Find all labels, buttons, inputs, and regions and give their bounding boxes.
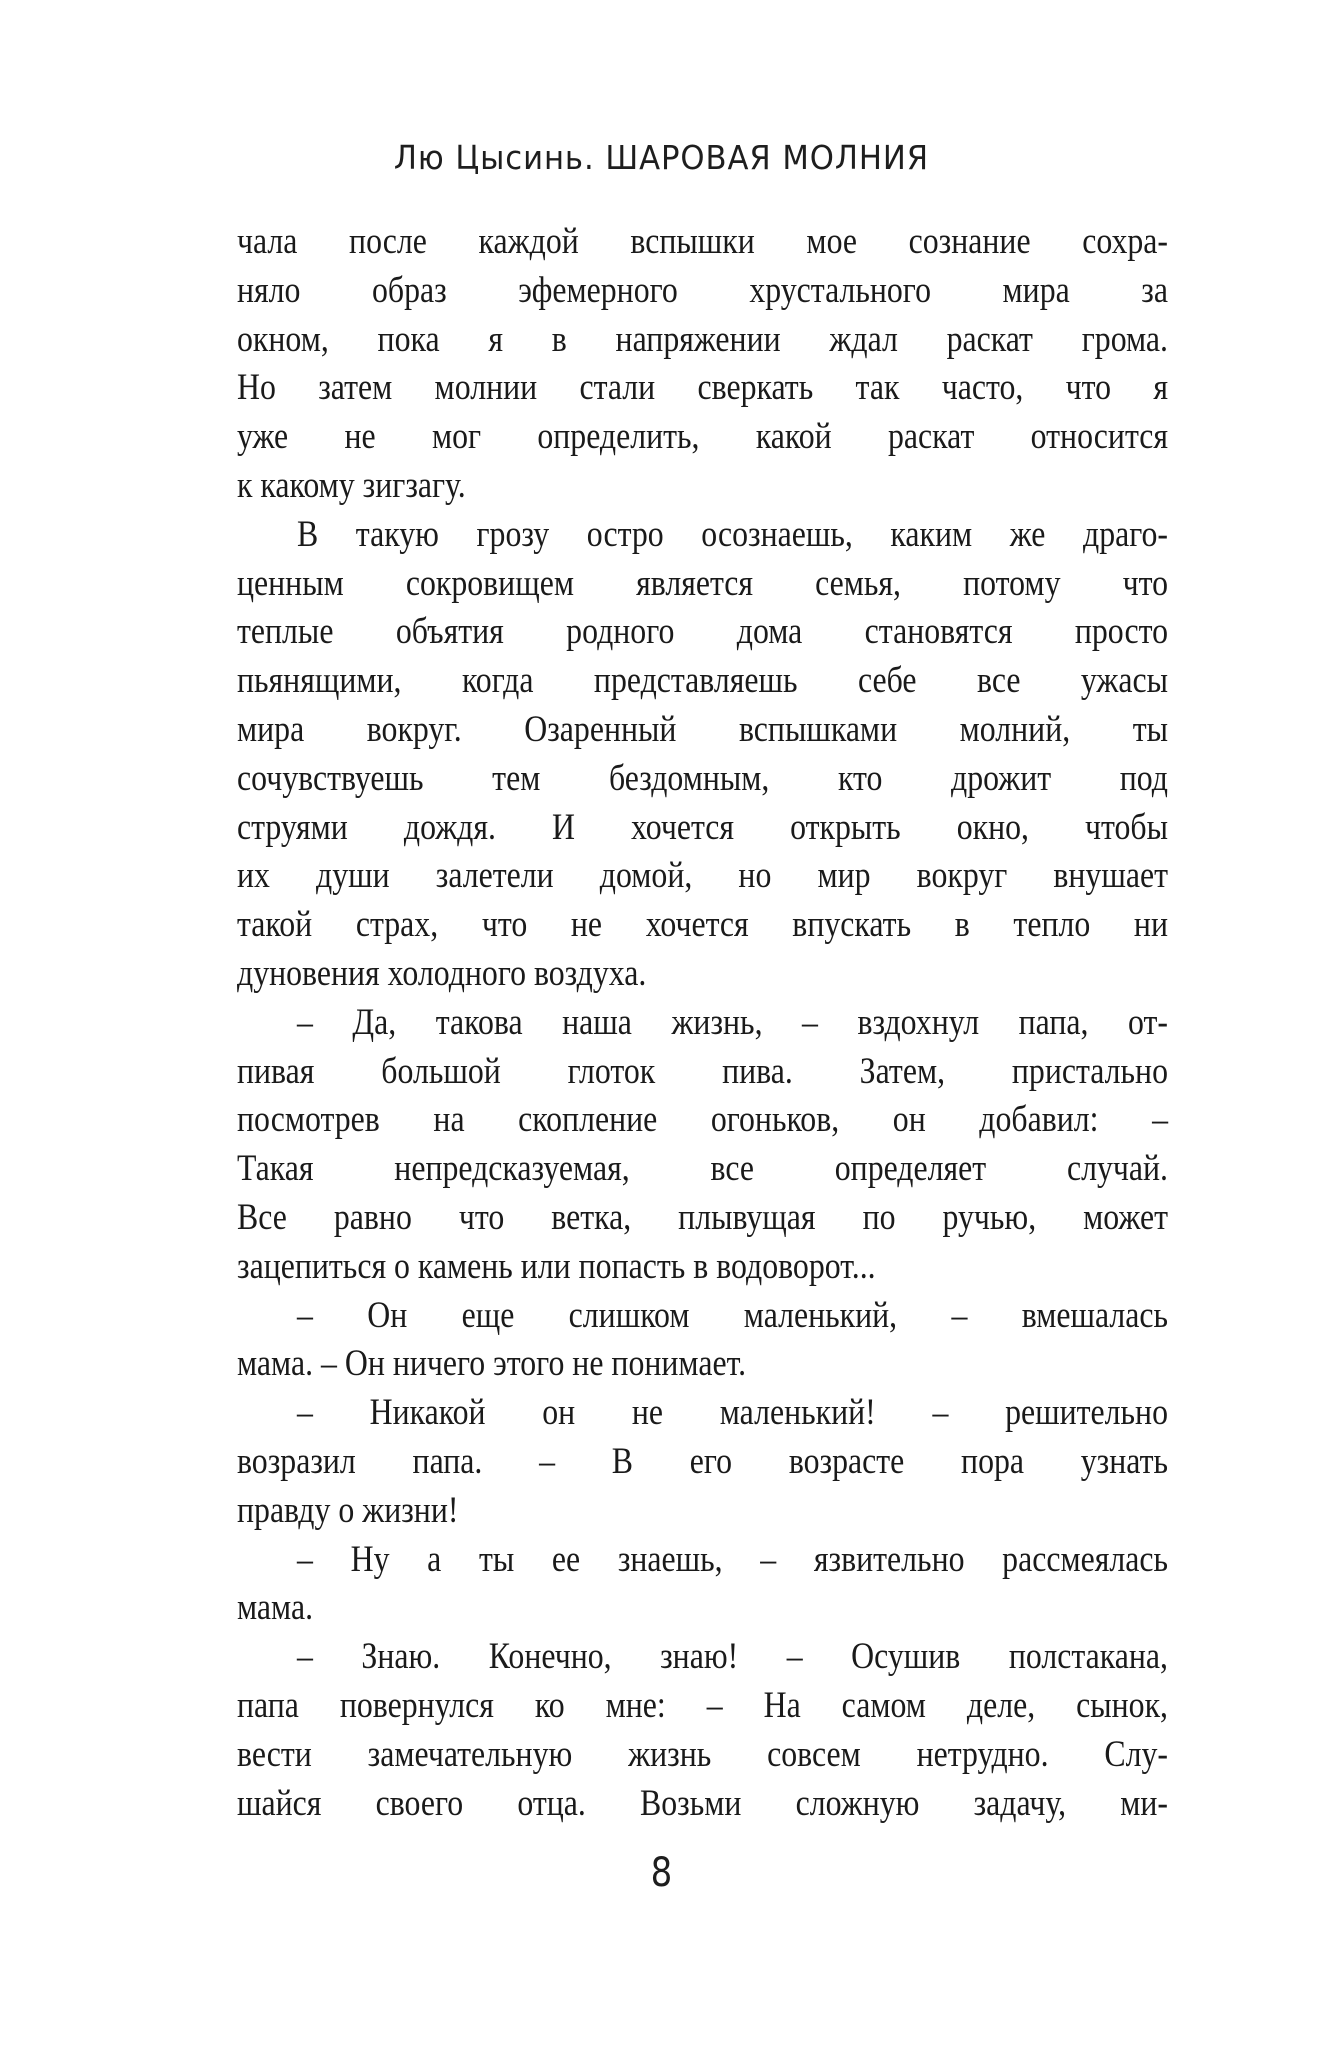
text-line-content: такой страх, что не хочется впускать в тепло ни bbox=[237, 904, 1168, 946]
text-line-content: окном, пока я в напряжении ждал раскат грома. bbox=[237, 318, 1168, 360]
text-line bbox=[237, 560, 1168, 609]
text-line bbox=[237, 901, 1168, 950]
text-line-content: пивая большой глоток пива. Затем, пристально bbox=[237, 1050, 1168, 1092]
text-line bbox=[237, 950, 1168, 999]
text-line-content: В такую грозу остро осознаешь, каким же драго- bbox=[297, 513, 1168, 555]
text-line-content: теплые объятия родного дома становятся просто bbox=[237, 611, 1168, 653]
text-line-content: сочувствуешь тем бездомным, кто дрожит под bbox=[237, 757, 1168, 799]
text-line-content: няло образ эфемерного хрустального мира за bbox=[237, 269, 1168, 311]
body-text bbox=[237, 218, 1168, 1828]
text-line-content: посмотрев на скопление огоньков, он добавил: – bbox=[237, 1099, 1168, 1141]
text-line bbox=[237, 999, 1168, 1048]
text-line bbox=[237, 1340, 1168, 1389]
text-line bbox=[237, 364, 1168, 413]
text-line-content: мама. bbox=[237, 1587, 314, 1629]
text-line bbox=[237, 1243, 1168, 1292]
text-line-content: правду о жизни! bbox=[237, 1489, 459, 1531]
text-line-content: мира вокруг. Озаренный вспышками молний, ты bbox=[237, 708, 1168, 750]
text-line-content: вести замечательную жизнь совсем нетрудно. Слу- bbox=[237, 1733, 1168, 1775]
text-line bbox=[237, 316, 1168, 365]
text-line-content: Такая непредсказуемая, все определяет случай. bbox=[237, 1148, 1168, 1190]
text-line bbox=[237, 1633, 1168, 1682]
text-line bbox=[237, 1682, 1168, 1731]
text-line bbox=[237, 657, 1168, 706]
text-line-content: к какому зигзагу. bbox=[237, 464, 466, 506]
text-line-content: – Знаю. Конечно, знаю! – Осушив полстакана, bbox=[297, 1636, 1168, 1678]
text-line bbox=[237, 1584, 1168, 1633]
text-line bbox=[237, 1145, 1168, 1194]
text-line-content: чала после каждой вспышки мое сознание сохра- bbox=[237, 221, 1168, 262]
text-line bbox=[237, 1194, 1168, 1243]
text-line bbox=[237, 755, 1168, 804]
text-line-content: мама. – Он ничего этого не понимает. bbox=[237, 1343, 747, 1385]
text-line-content: ценным сокровищем является семья, потому что bbox=[237, 562, 1168, 604]
text-line-content: – Да, такова наша жизнь, – вздохнул папа, от- bbox=[297, 1001, 1168, 1043]
text-line-content: пьянящими, когда представляешь себе все ужасы bbox=[237, 660, 1168, 702]
text-line-content: их души залетели домой, но мир вокруг внушает bbox=[237, 855, 1168, 897]
text-line bbox=[237, 413, 1168, 462]
text-line bbox=[237, 267, 1168, 316]
text-line bbox=[237, 218, 1168, 267]
page-number: 8 bbox=[650, 1850, 673, 1896]
text-line bbox=[237, 706, 1168, 755]
text-line-content: Все равно что ветка, плывущая по ручью, может bbox=[237, 1196, 1168, 1238]
text-line-content: – Ну а ты ее знаешь, – язвительно рассмеялась bbox=[297, 1538, 1168, 1580]
text-line bbox=[237, 1389, 1168, 1438]
text-line bbox=[237, 1536, 1168, 1585]
text-line-content: – Никакой он не маленький! – решительно bbox=[297, 1392, 1168, 1434]
text-line-content: возразил папа. – В его возрасте пора узнать bbox=[237, 1440, 1168, 1482]
text-line bbox=[237, 462, 1168, 511]
text-line-content: шайся своего отца. Возьми сложную задачу, ми- bbox=[237, 1782, 1168, 1824]
text-line-content: зацепиться о камень или попасть в водоворот... bbox=[237, 1245, 876, 1287]
text-line bbox=[237, 1438, 1168, 1487]
text-line bbox=[237, 1780, 1168, 1829]
running-head: Лю Цысинь. ШАРОВАЯ МОЛНИЯ bbox=[393, 138, 930, 177]
text-line bbox=[237, 1048, 1168, 1097]
text-line bbox=[237, 804, 1168, 853]
text-line bbox=[237, 1292, 1168, 1341]
text-line bbox=[237, 511, 1168, 560]
text-line-content: – Он еще слишком маленький, – вмешалась bbox=[297, 1294, 1168, 1336]
text-line bbox=[237, 852, 1168, 901]
text-line-content: Но затем молнии стали сверкать так часто, что я bbox=[237, 367, 1168, 409]
text-line-content: уже не мог определить, какой раскат относится bbox=[237, 416, 1168, 458]
text-line-content: дуновения холодного воздуха. bbox=[237, 952, 647, 994]
text-line-content: папа повернулся ко мне: – На самом деле, сынок, bbox=[237, 1684, 1168, 1726]
text-line-content: струями дождя. И хочется открыть окно, чтобы bbox=[237, 806, 1168, 848]
text-line bbox=[237, 608, 1168, 657]
text-line bbox=[237, 1731, 1168, 1780]
text-line bbox=[237, 1096, 1168, 1145]
text-line bbox=[237, 1487, 1168, 1536]
